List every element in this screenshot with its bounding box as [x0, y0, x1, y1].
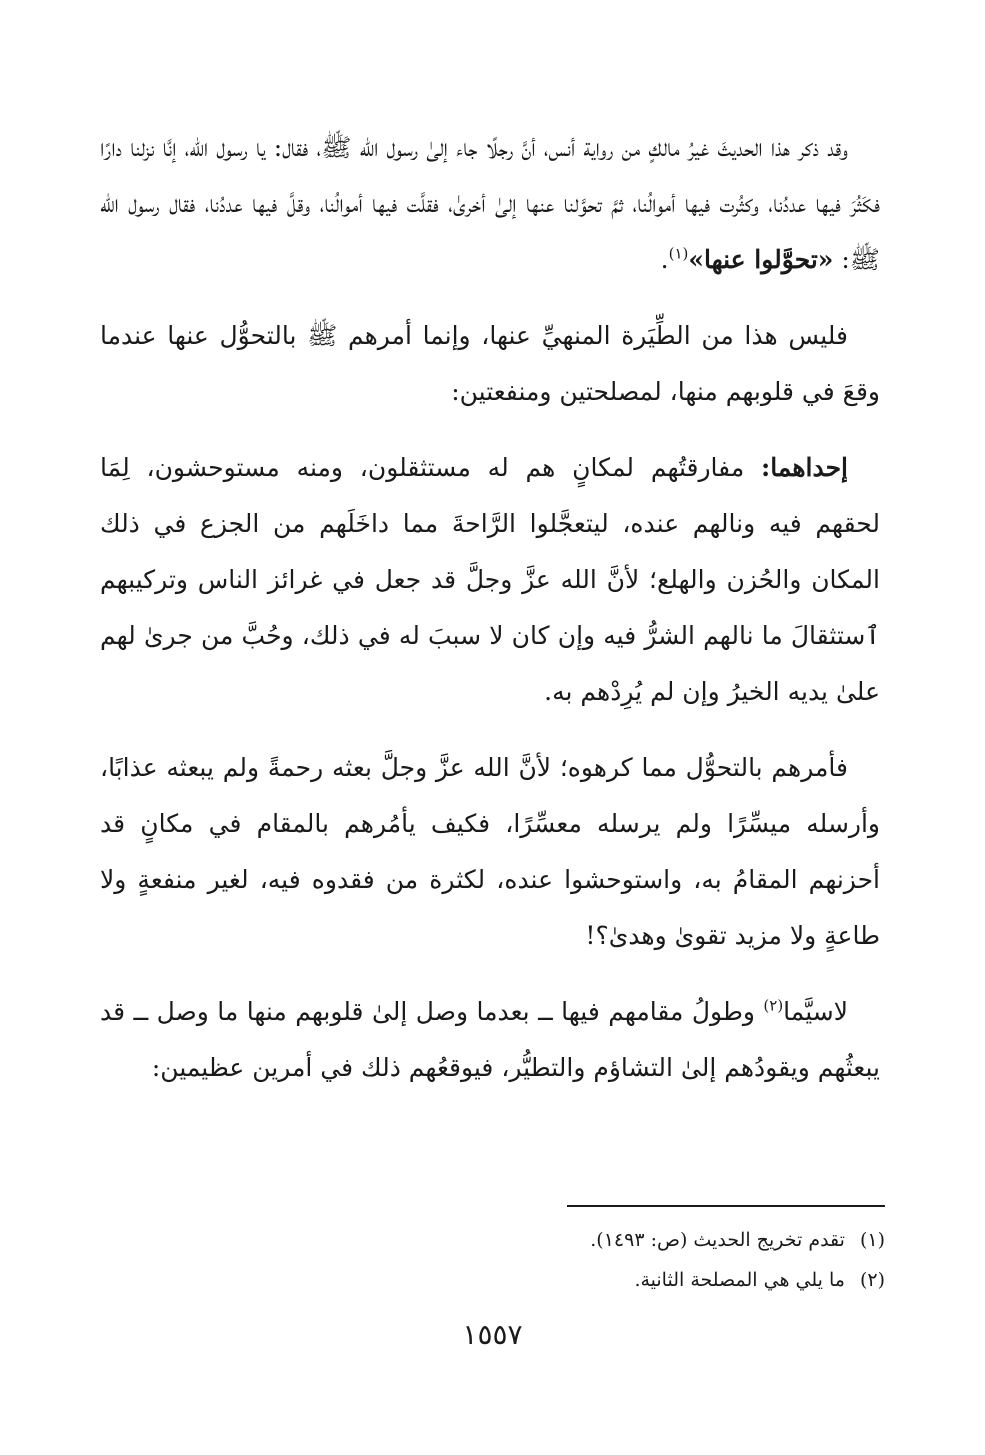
paragraph-lead: إحداهما: [761, 453, 848, 482]
paragraph-text: مفارقتُهم لمكانٍ هم له مستثقلون، ومنه مستوحشون، لِمَا لحقهم فيه ونالهم عنده، ليتعجَّلوا الرَّاحةَ مما داخَلَهم من الجزع في ذلك المكان والحُزن والهلع؛ لأنَّ الله عزَّ وجلَّ قد جعل في غرائز الناس وتركيبهم ٱستثقالَ ما نالهم الشرُّ فيه وإن كان لا سببَ له في ذلك، وحُبَّ من جرىٰ لهم علىٰ يديه الخيرُ وإن لم يُرِدْهم به. [100, 453, 880, 706]
paragraph-command [100, 740, 880, 964]
paragraph-not-tiyara [100, 308, 880, 420]
paragraph-end: . [660, 245, 669, 274]
footnote-number: (١) [859, 1229, 885, 1251]
footnote-text: ما يلي هي المصلحة الثانية. [634, 1269, 845, 1291]
paragraph-start: لاسيَّما [783, 997, 848, 1026]
page-number: ١٥٥٧ [462, 1318, 523, 1351]
paragraph-text: وطولُ مقامهم فيها ــ بعدما وصل إلىٰ قلوبهم منها ما وصل ــ قد يبعثُهم ويقودُهم إلىٰ التشاؤم والتطيُّر، فيوقعُهم ذلك في أمرين عظيمين: [100, 997, 880, 1082]
footnote-item [105, 1222, 885, 1258]
page-body [100, 120, 880, 1116]
paragraph-text: وقد ذكر هذا الحديثَ غيرُ مالكٍ من رواية أنس، أنَّ رجلًا جاء إلىٰ رسول الله ﷺ، فقال: يا رسول الله، إنَّا نزلنا دارًا فكَثُرَ فيها عددُنا، وكثُرت فيها أموالُنا، ثمَّ تحوَّلنا عنها إلىٰ أخرىٰ، فقلَّت فيها أموالُنا، وقلَّ فيها عددُنا، فقال رسول الله ﷺ: [100, 133, 880, 274]
paragraph-text: فليس هذا من الطِّيَرة المنهيِّ عنها، وإنما أمرهم ﷺ بالتحوُّل عنها عندما وقعَ في قلوبهم منها، لمصلحتين ومنفعتين: [100, 321, 880, 406]
prophet-quote: «تحوَّلوا عنها» [688, 245, 834, 274]
footnote-item [105, 1262, 885, 1298]
footnotes [105, 1222, 885, 1302]
footnote-ref-1[interactable]: (١) [668, 244, 689, 263]
paragraph-second-benefit [100, 984, 880, 1096]
paragraph-text: فأمرهم بالتحوُّل مما كرهوه؛ لأنَّ الله عزَّ وجلَّ بعثه رحمةً ولم يبعثه عذابًا، وأرسله ميسِّرًا ولم يرسله معسِّرًا، فكيف يأمُرهم بالمقام في مكانٍ قد أحزنهم المقامُ به، واستوحشوا عنده، لكثرة من فقدوه فيه، لغير منفعةٍ ولا طاعةٍ ولا مزيد تقوىٰ وهدىٰ؟! [100, 753, 880, 950]
footnote-ref-2[interactable]: (٢) [763, 996, 784, 1015]
footnote-number: (٢) [859, 1269, 885, 1291]
paragraph-hadith [100, 120, 880, 288]
footnote-divider [567, 1205, 885, 1207]
footnote-text: تقدم تخريج الحديث (ص: ١٤٩٣). [590, 1229, 845, 1251]
paragraph-first-benefit [100, 440, 880, 720]
